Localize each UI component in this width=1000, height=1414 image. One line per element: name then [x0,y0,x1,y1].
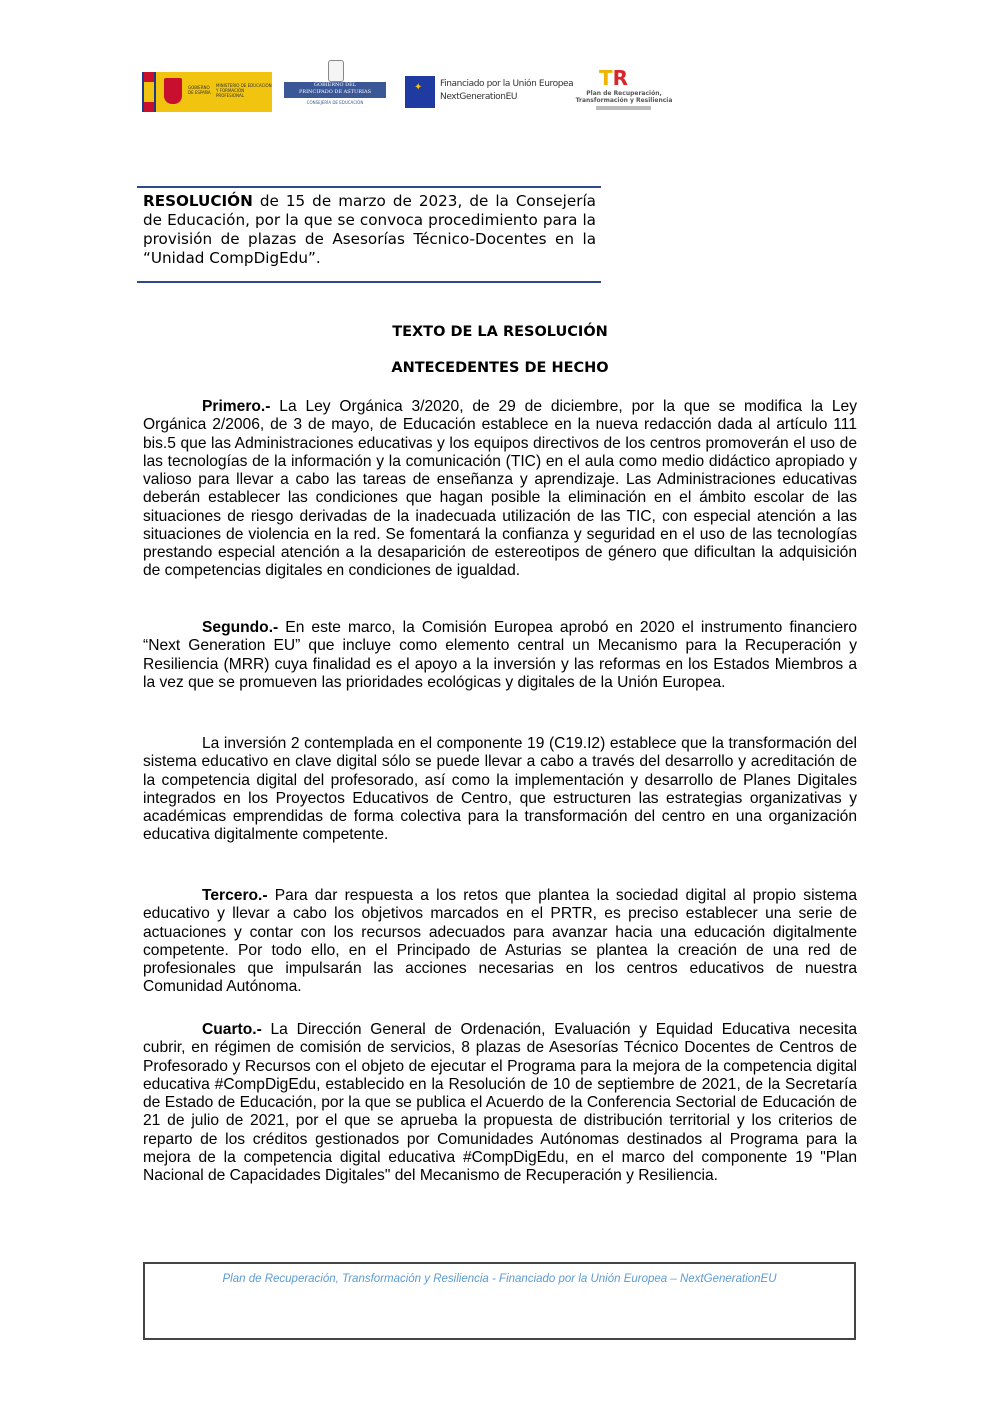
paragraph-lead: Primero.- [202,398,271,415]
page-footer [143,1262,856,1340]
consejeria-label: CONSEJERÍA DE EDUCACIÓN [306,100,364,105]
eu-flag-icon [405,76,435,108]
prtr-line1: Plan de Recuperación, [586,90,662,97]
title-rest: de 15 de marzo de 2023, de la Consejería de Educación, por la que se convoca procedimiento para la provisión de plazas de Asesorías Técnico-Docentes en la “Unidad CompDigEdu”. [143,192,596,267]
resolution-title-box [137,186,601,268]
asturias-crest-icon [328,60,344,82]
paragraph-text: La Ley Orgánica 3/2020, de 29 de diciembre, por la que se modifica la Ley Orgánica 2/2006, de 3 de mayo, de Educación establece en la nueva redacción dada al artículo 111 bis.5 que las Administraciones educativas y los equipos directivos de los centros promoverán el uso de las tecnologías de la información y la comunicación (TIC) en el aula como medio didáctico apropiado y valioso para llevar a cabo las tareas de enseñanza y aprendizaje. Las Administraciones educativas deberán establecer las condiciones que hagan posible la eliminación en el ámbito escolar de las situaciones de riesgo derivadas de la inadecuada utilización de las TIC, con especial atención a las situaciones de violencia en la red. Se fomentará la confianza y seguridad en el uso de las tecnologías prestando especial atención a la desaparición de estereotipos de género que dificultan la adquisición de competencias digitales en condiciones de igualdad. [143,398,857,580]
heading-texto-resolucion: TEXTO DE LA RESOLUCIÓN [392,324,608,340]
paragraph-primero [143,398,857,581]
paragraph-lead: Tercero.- [202,887,268,904]
asturias-banner [284,82,386,98]
eu-funding-logo [405,76,574,108]
paragraph-text: La inversión 2 contemplada en el componente 19 (C19.I2) establece que la transformación del sistema educativo en clave digital sólo se puede llevar a cabo a través del desarrollo y acreditación de la competencia digital del profesorado, así como la implementación y desarrollo de Planes Digitales integrados en los Proyectos Educativos de Centro, que estructuren las estrategias organizativas y académicas emprendidas de forma colectiva para la transformación del centro en una organización educativa digitalmente competente. [143,735,857,844]
title-top-rule [137,186,601,188]
paragraph-text: La Dirección General de Ordenación, Evaluación y Equidad Educativa necesita cubrir, en régimen de comisión de servicios, 8 plazas de Asesorías Técnico Docentes de Centros de Profesorado y Recursos con el objeto de ejecutar el Programa para la mejora de la competencia digital educativa #CompDigEdu, establecido en la Resolución de 10 de septiembre de 2021, de la Secretaría de Estado de Educación, por la que se publica el Acuerdo de la Conferencia Sectorial de Educación de 21 de julio de 2021, por el que se aprueba la propuesta de distribución territorial y los criterios de reparto de los créditos gestionados por Comunidades Autónomas destinados al Programa para la mejora de la competencia digital educativa #CompDigEdu, en el marco del componente 19 "Plan Nacional de Capacidades Digitales" del Mecanismo de Recuperación y Resiliencia. [143,1021,857,1184]
paragraph-inversion [143,735,857,845]
prtr-logo [554,68,694,113]
paragraph-text: Para dar respuesta a los retos que plantea la sociedad digital al propio sistema educativo y llevar a cabo los objetivos marcados en el PRTR, es preciso establecer una serie de actuaciones y contar con los recursos adecuados para avanzar hacia una educación digitalmente competente. Por todo ello, en el Principado de Asturias se plantea la creación de una red de profesionales que impulsarán las acciones necesarias en los centros educativos de nuestra Comunidad Autónoma. [143,887,857,996]
asturias-line1: GOBIERNO DEL [313,82,357,88]
paragraph-lead: Segundo.- [202,619,279,636]
coat-of-arms-icon [164,78,182,104]
prtr-text [554,90,694,104]
prtr-line2: Transformación y Resiliencia [575,97,673,104]
paragraph-text: En este marco, la Comisión Europea aprobó en 2020 el instrumento financiero “Next Generation EU” que incluye como elemento central un Mecanismo para la Recuperación y Resiliencia (MRR) cuya finalidad es el apoyo a la inversión y las reformas en los Estados Miembros a la vez que se promueven las prioridades ecológicas y digitales de la Unión Europea. [143,619,857,691]
gobierno-label: GOBIERNO DE ESPAÑA [188,85,211,95]
paragraph-lead: Cuarto.- [202,1021,262,1038]
title-bottom-rule [137,281,601,283]
gobierno-espana-logo [142,72,272,112]
asturias-line2: PRINCIPADO DE ASTURIAS [298,89,372,95]
principado-asturias-logo [284,60,386,110]
footer-funding-text: Plan de Recuperación, Transformación y Resiliencia - Financiado por la Unión Europea – NextGenerationEU [222,1273,777,1285]
spain-flag-icon [142,72,156,112]
paragraph-cuarto [143,1021,857,1185]
ministerio-label: MINISTERIO DE EDUCACIÓN Y FORMACIÓN PROFESIONAL [216,83,272,98]
eu-line1: Financiado por la Unión Europea [440,79,574,89]
paragraph-tercero [143,887,857,997]
eu-line2: NextGenerationEU [440,92,518,102]
paragraph-segundo [143,619,857,692]
prtr-mark-icon: TR [599,66,629,90]
title-bold: RESOLUCIÓN [143,192,253,210]
prtr-sublogos [596,106,651,110]
heading-antecedentes: ANTECEDENTES DE HECHO [391,360,609,376]
resolution-title [143,192,596,268]
